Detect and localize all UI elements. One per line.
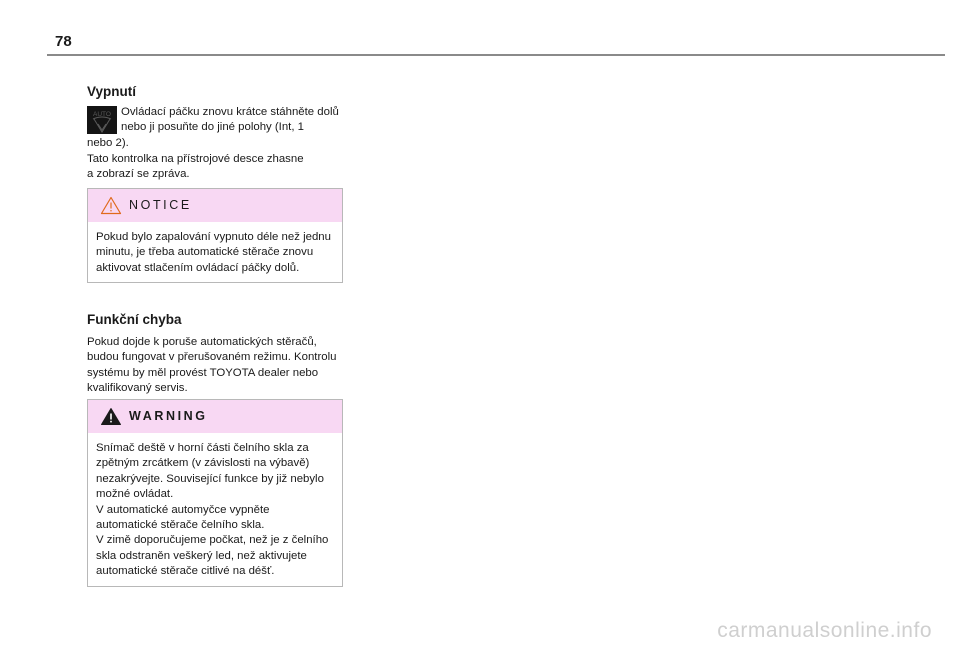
auto-wiper-lamp-icon [87, 106, 117, 134]
section-title-vypnuti: Vypnutí [87, 84, 136, 99]
warning-body [88, 433, 342, 586]
notice-box [87, 188, 343, 283]
warning-label: WARNING [129, 409, 208, 423]
off-text-line-2: Tato kontrolka na přístrojové desce zhasne [87, 152, 304, 165]
warning-text-1: Snímač deště v horní části čelního skla za zpětným zrcátkem (v závislosti na výbavě) nezakrývejte. Související funkce by již nebylo možné ovládat. [96, 442, 324, 501]
notice-header [88, 189, 342, 222]
warning-header [88, 400, 342, 433]
off-text-line-1: nebo 2). [87, 137, 129, 149]
warning-text-3: V zimě doporučujeme počkat, než je z čelního skla odstraněn veškerý led, než aktivujete automatické stěrače citlivé na déšť. [96, 534, 329, 578]
off-lead-text: Ovládací páčku znovu krátce stáhněte dolů nebo ji posuňte do jiné polohy (Int, 1 [121, 106, 339, 134]
warning-box [87, 399, 343, 587]
notice-label: NOTICE [129, 198, 192, 212]
top-rule [47, 54, 945, 56]
watermark: carmanualsonline.info [717, 619, 932, 642]
warning-triangle-filled-icon [100, 407, 122, 431]
section-title-funkcni-chyba: Funkční chyba [87, 312, 182, 327]
notice-text: Pokud bylo zapalování vypnuto déle než jednu minutu, je třeba automatické stěrače znovu aktivovat stlačením ovládací páčky dolů. [96, 231, 331, 274]
off-text-line-3: a zobrazí se zpráva. [87, 168, 190, 180]
page-number: 78 [55, 33, 72, 50]
svg-text:AUTO: AUTO [93, 111, 111, 118]
warning-text-2: V automatické automyčce vypněte automatické stěrače čelního skla. [96, 503, 270, 532]
fault-text: Pokud dojde k poruše automatických stěračů, budou fungovat v přerušovaném režimu. Kontrolu systému by měl provést TOYOTA dealer nebo kvalifikovaný servis. [87, 336, 337, 395]
caution-triangle-outline-icon [100, 196, 122, 220]
